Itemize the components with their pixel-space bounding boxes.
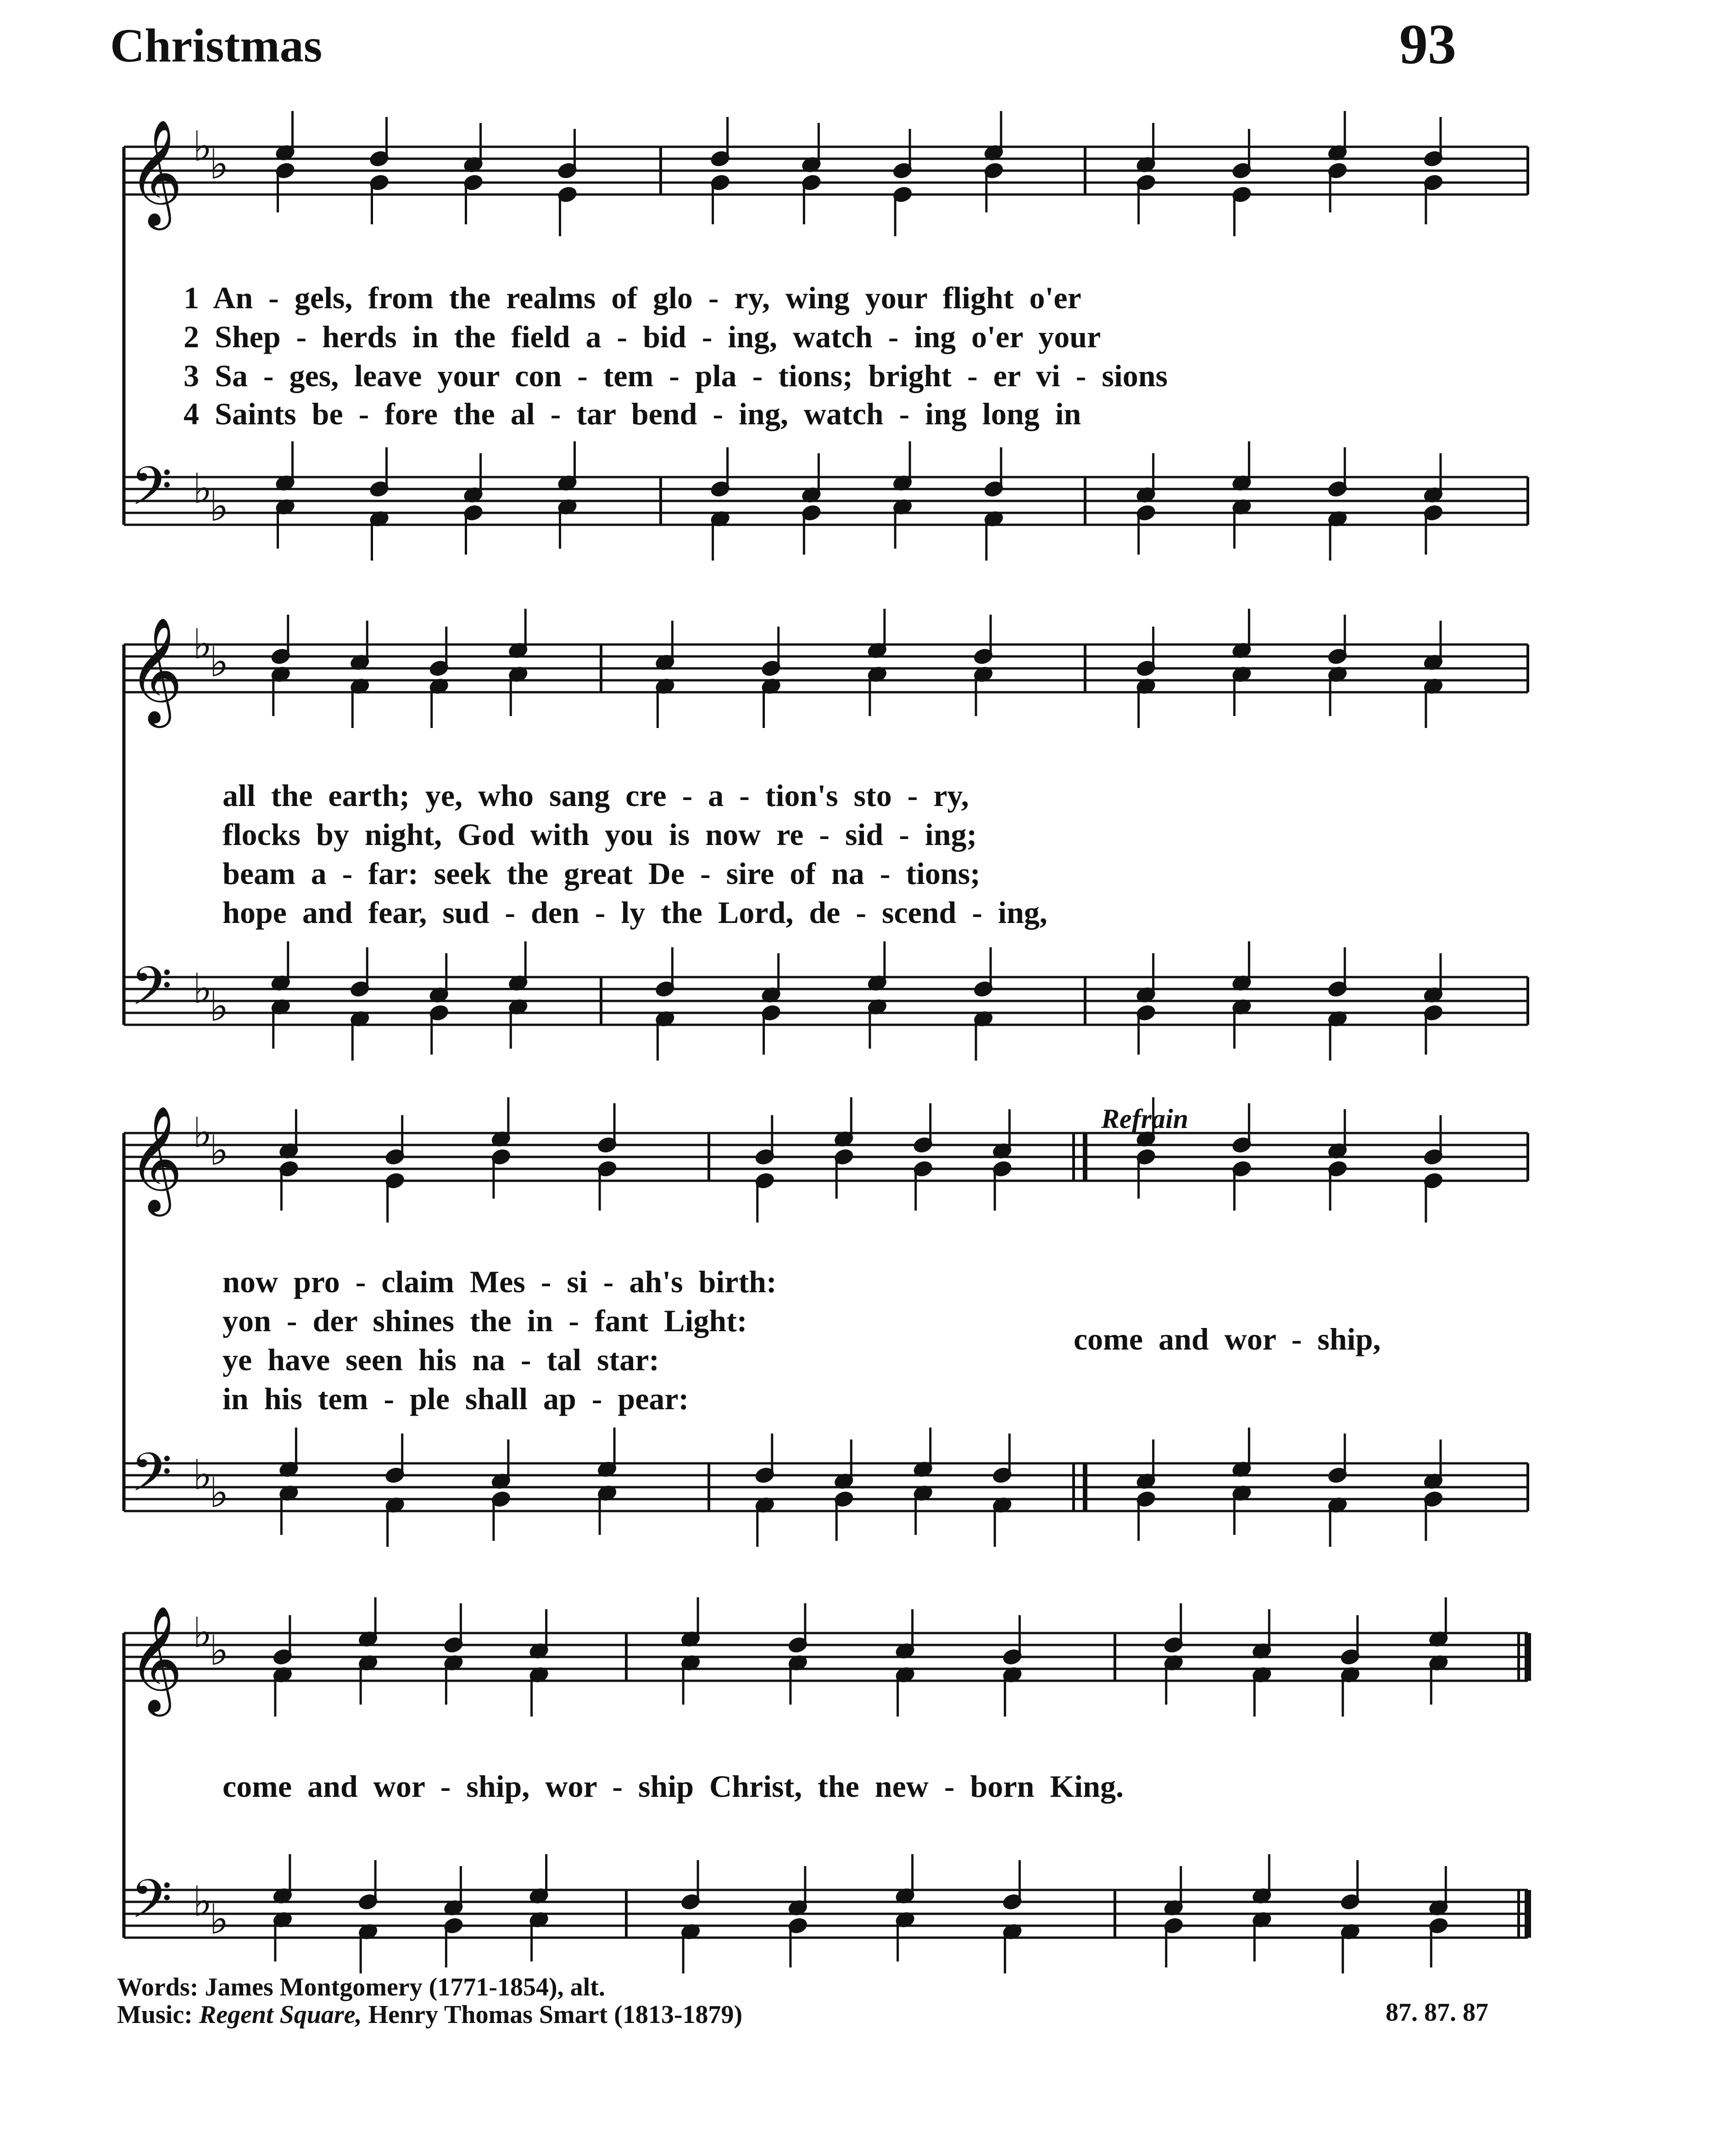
lyric-line: flocks by night, God with you is now re - sid - ing; [223,817,977,852]
key-flat: ♭ [193,1109,212,1157]
lyric-line: all the earth; ye, who sang cre - a - tion's sto - ry, [223,778,969,813]
key-flat: ♭ [209,483,229,531]
refrain-label: Refrain [1101,1104,1189,1134]
bass-clef: 𝄢 [131,956,173,1030]
music-credit-label: Music: [117,2000,193,2029]
music-credit [117,2000,742,2029]
lyric-line: ye have seen his na - tal star: [223,1342,659,1377]
lyric-line: hope and fear, sud - den - ly the Lord, de - scend - ing, [223,895,1047,930]
meter-signature: 87. 87. 87 [1386,1998,1488,2027]
lyric-line: 4 Saints be - fore the al - tar bend - ing, watch - ing long in [184,396,1081,431]
key-flat: ♭ [193,1878,212,1926]
key-flat: ♭ [209,1127,229,1175]
lyric-line: come and wor - ship, wor - ship Christ, the new - born King. [223,1769,1124,1804]
key-flat: ♭ [209,1627,229,1675]
key-flat: ♭ [209,1469,229,1517]
lyric-line: in his tem - ple shall ap - pear: [223,1381,689,1416]
key-flat: ♭ [209,140,229,189]
key-flat: ♭ [193,465,212,513]
key-flat: ♭ [209,983,229,1031]
key-flat: ♭ [193,122,212,171]
key-flat: ♭ [193,1451,212,1499]
tune-name: Regent Square, [199,2000,362,2029]
words-credit-text: James Montgomery (1771-1854), alt. [205,1973,605,2001]
lyric-line: beam a - far: seek the great De - sire of na - tions; [223,856,980,891]
key-flat: ♭ [193,965,212,1013]
treble-clef: 𝄞 [128,1105,183,1212]
lyric-line: 2 Shep - herds in the field a - bid - ing, watch - ing o'er your [184,319,1101,354]
treble-clef: 𝄞 [128,119,183,226]
key-flat: ♭ [193,1609,212,1657]
key-flat: ♭ [209,638,229,686]
page-section-title: Christmas [110,19,323,72]
treble-clef: 𝄞 [128,1605,183,1712]
hymn-number: 93 [1399,13,1456,76]
bass-clef: 𝄢 [131,1442,173,1517]
words-credit-label: Words: [117,1973,199,2001]
lyric-line: now pro - claim Mes - si - ah's birth: [223,1264,777,1299]
lyric-line: 1 An - gels, from the realms of glo - ry, wing your flight o'er [184,280,1081,315]
lyric-line: yon - der shines the in - fant Light: [223,1303,747,1338]
refrain-lyric-line: come and wor - ship, [1074,1322,1381,1356]
words-credit [117,1973,605,2002]
music-credit-text: Henry Thomas Smart (1813-1879) [368,2000,743,2029]
key-flat: ♭ [193,620,212,668]
bass-clef: 𝄢 [131,456,173,530]
treble-clef: 𝄞 [128,617,183,723]
lyric-line: 3 Sa - ges, leave your con - tem - pla - tions; bright - er vi - sions [184,358,1168,393]
key-flat: ♭ [209,1895,229,1944]
bass-clef: 𝄢 [131,1868,173,1943]
